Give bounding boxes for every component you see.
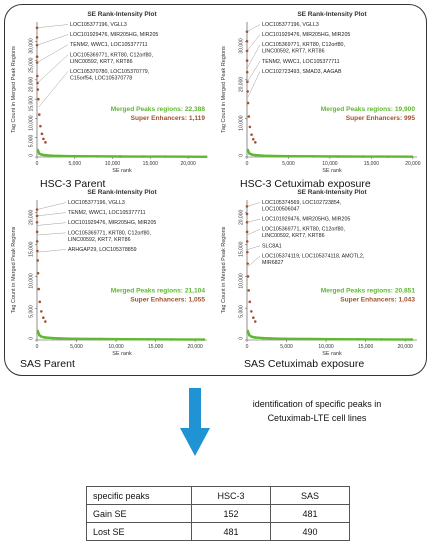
merged-peak-point	[246, 330, 249, 333]
annotation-label: C15orf54, LOC105370778	[70, 75, 133, 82]
table-row	[87, 523, 350, 541]
merged-peak-point	[356, 338, 359, 341]
super-enhancer-point	[246, 231, 249, 234]
super-enhancers-count: Super Enhancers: 1,119	[130, 115, 205, 123]
y-tick-label: 5,000	[28, 134, 35, 148]
merged-peaks-series	[248, 331, 412, 340]
y-tick-label: 0	[238, 154, 245, 157]
merged-peak-point	[285, 337, 288, 340]
y-axis-label: Tag Count in Merged Peak Regions	[221, 226, 227, 314]
y-tick-label: 0	[28, 154, 35, 157]
annotation-label: TENM2, WWC1, LOC105377711	[70, 42, 148, 49]
y-tick-label: 20,000	[28, 76, 35, 93]
caption-hsc3-parent: HSC-3 Parent	[40, 178, 106, 190]
annotation-leader-line	[247, 203, 260, 207]
y-tick-label: 25,000	[28, 57, 35, 73]
annotation-label: TENM2, WWC1, LOC105377711	[68, 210, 146, 217]
annotation-label: ARHGAP29, LOC105378859	[68, 246, 137, 253]
super-enhancer-point	[250, 310, 253, 313]
y-tick-label: 0	[238, 337, 245, 340]
annotation-label: MIR6827	[262, 259, 284, 266]
caption-hsc3-cetuximab: HSC-3 Cetuximab exposure	[240, 178, 371, 190]
merged-peaks-count: Merged Peaks regions: 21,104	[110, 287, 205, 295]
annotation-label: LOC100506047	[262, 206, 300, 213]
y-tick-label: 10,000	[238, 115, 245, 131]
merged-peak-point	[309, 338, 312, 341]
x-tick-label: 0	[245, 344, 249, 350]
annotation-label: TENM2, WWC1, LOC105377711	[262, 58, 340, 65]
chart-title: SE Rank-Intensity Plot	[87, 11, 157, 18]
y-tick-label: 10,000	[28, 115, 35, 131]
y-tick-label: 15,000	[28, 96, 35, 112]
table-cell: 490	[271, 523, 350, 541]
annotation-label: LINC00592, KRT7, KRT86	[262, 233, 325, 240]
annotation-label: LOC101929476, MIR205HG, MIR205	[262, 32, 351, 39]
super-enhancer-point	[247, 289, 250, 292]
y-tick-label: 5,000	[238, 305, 245, 318]
super-enhancer-point	[252, 316, 255, 319]
x-tick-label: 5,000	[282, 161, 295, 167]
table-row	[87, 505, 350, 523]
x-tick-label: 15,000	[363, 161, 380, 167]
x-axis-label: SE rank	[322, 351, 342, 357]
table-header: specific peaks	[87, 487, 192, 505]
x-tick-label: 20,000	[397, 344, 413, 350]
y-tick-label: 10,000	[28, 273, 35, 289]
table-header-row	[87, 487, 350, 505]
table-header: SAS	[271, 487, 350, 505]
x-tick-label: 10,000	[104, 161, 121, 167]
x-tick-label: 20,000	[180, 161, 196, 167]
annotation-label: LOC105374569, LOC102723854,	[262, 200, 342, 206]
y-tick-label: 20,000	[238, 76, 245, 93]
x-tick-label: 10,000	[318, 344, 334, 350]
annotation-leader-line	[248, 256, 260, 267]
x-tick-label: 5,000	[280, 344, 293, 350]
merged-peak-point	[411, 338, 414, 341]
x-axis-label: SE rank	[112, 168, 132, 174]
annotation-label: LOC101929476, MIR205HG, MIR205	[68, 220, 157, 227]
annotation-label: LOC105377196, VGLL3	[68, 200, 125, 206]
table-cell: 152	[192, 505, 271, 523]
x-axis-label: SE rank	[112, 351, 132, 357]
annotation-label: LOC105369771, KRT80, C12orf80,	[70, 52, 153, 59]
super-enhancer-point	[246, 213, 249, 216]
y-tick-label: 10,000	[238, 273, 245, 289]
super-enhancer-point	[248, 301, 251, 304]
x-tick-label: 15,000	[357, 344, 374, 350]
chart-title: SE Rank-Intensity Plot	[297, 11, 367, 18]
annotation-label: LINC00592, KRT7, KRT86	[262, 48, 325, 55]
merged-peaks-count: Merged Peaks regions: 22,388	[110, 106, 205, 114]
annotation-label: LOC105377196, VGLL3	[70, 22, 127, 28]
y-tick-label: 30,000	[28, 38, 35, 54]
annotation-leader-line	[247, 229, 260, 235]
y-tick-label: 20,000	[238, 209, 245, 226]
annotation-label: SLC8A1	[262, 243, 282, 250]
x-tick-label: 0	[35, 344, 39, 350]
super-enhancer-point	[247, 275, 250, 278]
merged-peaks-count: Merged Peaks regions: 20,851	[320, 287, 415, 295]
merged-peak-point	[333, 338, 336, 341]
specific-peaks-table	[86, 486, 350, 541]
x-tick-label: 0	[35, 161, 39, 167]
y-tick-label: 20,000	[28, 209, 35, 226]
super-enhancers-count: Super Enhancers: 995	[345, 115, 415, 123]
annotation-label: LOC105370780, LOC105370779,	[70, 68, 150, 75]
annotation-label: LOC105369771, KRT80, C12orf80,	[68, 230, 151, 237]
merged-peak-point	[250, 335, 253, 338]
x-tick-label: 20,000	[187, 344, 203, 350]
super-enhancer-point	[246, 262, 249, 265]
y-tick-label: 15,000	[238, 241, 245, 257]
annotation-label: LOC105377196, VGLL3	[262, 22, 319, 28]
x-tick-label: 15,000	[147, 344, 164, 350]
y-tick-label: 0	[28, 337, 35, 340]
annotation-label: LOC101929476, MIR205HG, MIR205	[262, 216, 351, 223]
merged-peak-point	[380, 338, 383, 341]
table-cell: 481	[271, 505, 350, 523]
merged-peak-point	[269, 337, 272, 340]
merged-peak-point	[262, 337, 265, 340]
y-tick-label: 15,000	[28, 241, 35, 257]
annotation-label: LOC102723493, SMAD3, AAGAB	[262, 68, 342, 75]
down-arrow-icon	[180, 388, 210, 458]
annotation-label: LOC105369771, KRT80, C12orf80,	[262, 42, 345, 49]
merged-peaks-count: Merged Peaks regions: 19,900	[320, 106, 415, 114]
super-enhancer-point	[246, 251, 249, 254]
super-enhancers-count: Super Enhancers: 1,055	[130, 296, 205, 304]
super-enhancer-point	[254, 320, 257, 323]
x-tick-label: 5,000	[70, 344, 83, 350]
y-tick-label: 5,000	[28, 305, 35, 318]
table-cell: Lost SE	[87, 523, 192, 541]
identification-note: identification of specific peaks in Cetuximab-LTE cell lines	[252, 399, 382, 423]
x-tick-label: 0	[245, 161, 249, 167]
annotation-label: LOC105369771, KRT80, C12orf80,	[262, 226, 345, 233]
merged-peak-point	[254, 336, 257, 339]
table-cell: Gain SE	[87, 505, 192, 523]
super-enhancers-count: Super Enhancers: 1,043	[340, 296, 415, 304]
x-tick-label: 15,000	[142, 161, 158, 167]
annotation-label: LINC00592, KRT7, KRT86	[70, 58, 133, 65]
super-enhancer-point	[246, 240, 249, 243]
x-tick-label: 10,000	[108, 344, 124, 350]
annotation-label: LINC00592, KRT7, KRT86	[68, 236, 131, 243]
annotation-leader-line	[247, 246, 260, 250]
merged-peak-point	[248, 334, 251, 337]
y-tick-label: 30,000	[238, 38, 245, 54]
caption-sas-parent: SAS Parent	[20, 358, 75, 370]
x-tick-label: 10,000	[322, 161, 338, 167]
caption-sas-cetuximab: SAS Cetuximab exposure	[244, 358, 365, 370]
x-tick-label: 5,000	[68, 161, 82, 167]
x-axis-label: SE rank	[322, 168, 342, 174]
annotation-label: LOC105374119, LOC105374118, AMOTL2,	[262, 253, 365, 260]
chart-title: SE Rank-Intensity Plot	[87, 189, 157, 196]
chart-title: SE Rank-Intensity Plot	[297, 189, 367, 196]
y-axis-label: Tag Count in Merged Peak Regions	[221, 46, 227, 133]
table-header: HSC-3	[192, 487, 271, 505]
annotation-leader-line	[247, 219, 260, 222]
x-tick-label: 20,000	[405, 161, 421, 167]
annotation-label: LOC101929476, MIR205HG, MIR205	[70, 32, 159, 39]
y-axis-label: Tag Count in Merged Peak Regions	[11, 46, 17, 133]
y-axis-label: Tag Count in Merged Peak Regions	[11, 226, 17, 314]
table-cell: 481	[192, 523, 271, 541]
